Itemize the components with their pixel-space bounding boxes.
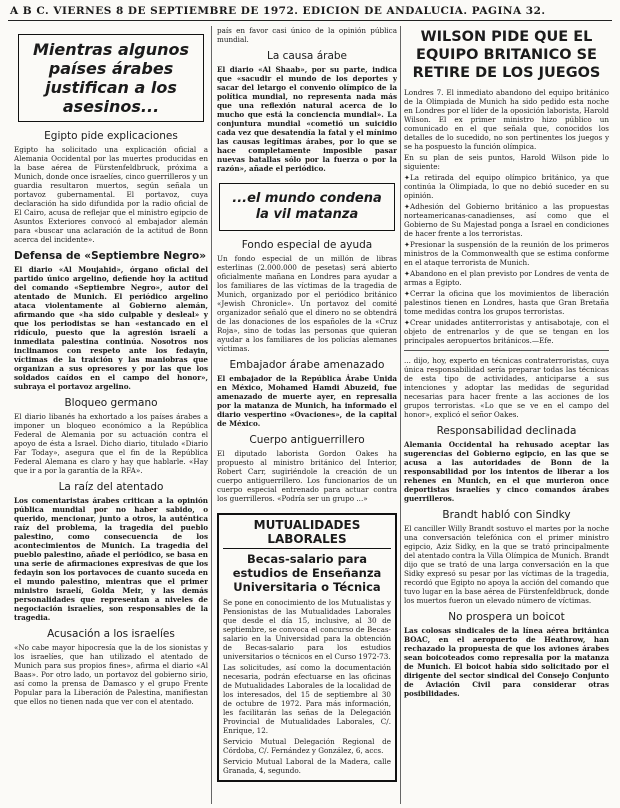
article-paragraph: Londres 7. El inmediato abandono del equipo británico de la Olimpiada de Munich ha sido pedido esta noche en Londres por el líder de la oposición laborista, Harold Wilson. El ex primer ministro hizo público un comunicado en el que señala que, conocidos los detalles de lo sucedido, no son pertinentes los juegos y se ha pospuesto la función olímpica. <box>404 88 609 151</box>
article-paragraph: Egipto ha solicitado una explicación oficial a Alemania Occidental por las muertes producidas en la base aérea de Fürstenfeldbruck, próxima a Munich, donde once israelíes, cinco guerrilleros y un guardia resultaron muertos, según señala un portavoz gubernamental. El portavoz, cuya declaración ha sido difundida por la radio oficial de El Cairo, acusa de reflejar que el ministro egipcio de Asuntos Exteriores convocó al embajador alemán para «buscar una aclaración de la actitud de Bonn acerca del incidente». <box>14 145 208 244</box>
article-paragraph: El diario «Al Shaab», por su parte, indica que «sacudir el mundo de los deportes y sacar del letargo el convenio olímpico de la política mundial, no representa nada más que una reflexión natural acerca de lo mucho que está la conciencia mundial». La conjuntura mundial «cometió un suicidio cada vez que desatendía la fatal y el mínimo las causas legítimas árabes, por lo que se hace completamente imposible pasar nuevas batallas sólo por la fuerza o por la razón», añade el periódico. <box>217 65 397 173</box>
subhead: Egipto pide explicaciones <box>44 130 178 142</box>
notice-subtitle: Becas-salario para estudios de Enseñanza Universitaria o Técnica <box>232 552 382 594</box>
mutualidades-notice <box>217 513 397 782</box>
list-item: ✦ Adhesión del Gobierno británico a las propuestas norteamericanas-canadienses, así como que el Gobierno de Su Majestad ponga a Israel en condiciones de hacer frente a los terroristas. <box>404 202 609 238</box>
page-header: A B C. VIERNES 8 DE SEPTIEMBRE DE 1972. EDICION DE ANDALUCIA. PAGINA 32. <box>10 5 546 17</box>
article-paragraph: Las colosas sindicales de la línea aérea británica BOAC, en el aeropuerto de Heathrow, han rechazado la propuesta de que los aviones árabes sean boicoteados como represalia por la matanza de Munich. El boicot había sido solicitado por el dirigente del sector sindical del Consejo Conjunto de Aviación Civil para considerar otras posibilidades. <box>404 626 609 698</box>
article-paragraph: Los comentaristas árabes critican a la opinión pública mundial por no haber sabido, o querido, mencionar, junto a otros, la auténtica raíz del problema, la tragedia del pueblo palestino, como consecuencia de los acontecimientos de Munich. La tragedia del pueblo palestino, añade el periódico, se basa en una serie de afirmaciones expresivas de que los fedayin son los portavoces de cuanto suceda en el mundo palestino, mientras que el primer ministro israelí, Golda Meir, y las demás personalidades que representan a niveles de negociación israelíes, son responsables de la tragedia. <box>14 496 208 622</box>
notice-paragraph: Servicio Mutual Laboral de la Madera, calle Granada, 4, segundo. <box>223 757 391 775</box>
header-rule <box>8 20 612 21</box>
subhead: Brandt habló con Sindky <box>442 509 571 521</box>
subhead: No prospera un boicot <box>448 611 565 623</box>
article-paragraph: Alemania Occidental ha rehusado aceptar las sugerencias del Gobierno egipcio, en las que se acusa a las autoridades de Bonn de la responsabilidad por los intentos de liberar a los rehenes en Munich, en el que murieron once deportistas israelíes y cinco comandos árabes guerrilleros. <box>404 440 609 503</box>
notice-paragraph: Las solicitudes, así como la documentación necesaria, podrán efectuarse en las oficinas de Mutualidades Laborales de la localidad de los interesados, del 15 de septiembre al 30 de octubre de 1972. Para más información, les facilitarán las señas de la Delegación Provincial de Mutualidades Laborales, C/. Enrique, 12. <box>223 663 391 735</box>
article-paragraph: Un fondo especial de un millón de libras esterlinas (2.000.000 de pesetas) será abierto oficialmente mañana en Londres para ayudar a los familiares de las víctimas de la tragedia de Munich, organizado por el periódico británico «Jewish Chronicle». Un portavoz del comité organizador señaló que el dinero no se obtendrá de las donaciones de los españoles de la «Cruz Roja», sino de todas las personas que quieran ayudar a los familiares de los policías alemanes víctimas. <box>217 254 397 353</box>
boxed-headline: ...el mundo condena la vil matanza <box>219 183 395 231</box>
list-item: ✦ Crear unidades antiterroristas y antisabotaje, con el objeto de entrenarlos y de que se tengan en los principales aeropuertos británicos.—Efe. <box>404 318 609 345</box>
subhead: Embajador árabe amenazado <box>229 359 385 371</box>
list-item: ✦ Presionar la suspensión de la reunión de los primeros ministros de la Commonwealth que se estima conforme en el ataque terrorista de Munich. <box>404 240 609 267</box>
subhead: Cuerpo antiguerrillero <box>249 434 365 446</box>
subhead: Responsabilidad declinada <box>436 425 577 437</box>
list-item: ✦ La retirada del equipo olímpico británico, ya que continúa la Olimpiada, lo que no debió suceder en su opinión. <box>404 173 609 200</box>
column-divider <box>400 26 401 804</box>
column-3 <box>404 26 609 804</box>
column-1 <box>14 26 208 804</box>
list-item: ✦ Abandono en el plan previsto por Londres de venta de armas a Egipto. <box>404 269 609 287</box>
subhead: La causa árabe <box>266 50 348 62</box>
article-paragraph: En su plan de seis puntos, Harold Wilson pide lo siguiente: <box>404 153 609 171</box>
article-paragraph: El diario libanés ha exhortado a los países árabes a imponer un bloqueo económico a la República Federal de Alemania por su actuación contra el apoyo de ésta a Israel. Dicho diario, titulado «Diario Far Today», asegura que el fin de la República Federal Alemana es claro y hay que hablarle. «Hay que ir a por la garantía de la RFA». <box>14 412 208 475</box>
article-paragraph: país en favor casi único de la opinión pública mundial. <box>217 26 397 44</box>
subhead: Defensa de «Septiembre Negro» <box>14 250 207 262</box>
list-item: ✦ Cerrar la oficina que los movimientos de liberación palestinos tienen en Londres, hasta que Gran Bretaña tome medidas contra los grupos terroristas. <box>404 289 609 316</box>
subhead: La raíz del atentado <box>58 481 164 493</box>
subhead: Acusación a los israelíes <box>47 628 175 640</box>
section-rule <box>404 350 609 351</box>
article-paragraph: El diputado laborista Gordon Oakes ha propuesto al ministro británico del Interior, Robert Carr, sugiriéndole la creación de un cuerpo antiguerrillero. Los funcionarios de un cuerpo especial entrenado para actuar contra los guerrilleros. «Podría ser un grupo ...» <box>217 449 397 503</box>
article-paragraph: El embajador de la República Árabe Unida en México, Mohamed Hamdi Abuzeid, fue amenazado de muerte ayer, en represalia por la matanza de Munich, ha informado el diario vespertino «Ovaciones», de la capital de México. <box>217 374 397 428</box>
notice-paragraph: Se pone en conocimiento de los Mutualistas y Pensionistas de las Mutualidades Laborales que desde el día 15, inclusive, al 30 de septiembre, se convoca el concurso de Becas-salario en la Universidad para la obtención de Becas-salario para los estudios universitarios o técnicos en el Curso 1972-73. <box>223 598 391 661</box>
notice-title: MUTUALIDADES LABORALES <box>223 518 391 549</box>
subhead: Bloqueo germano <box>64 397 158 409</box>
boxed-headline: Mientras algunos países árabes justifican a los asesinos... <box>18 34 204 122</box>
notice-paragraph: Servicio Mutual Delegación Regional de Córdoba, C/. Fernández y González, 6, accs. <box>223 737 391 755</box>
article-paragraph: El canciller Willy Brandt sostuvo el martes por la noche una conversación telefónica con el primer ministro egipcio, Aziz Sidky, en la que se trató principalmente del atentado contra la Villa Olímpica de Munich. Brandt dijo que se trató de una larga conversación en la que Sidky expresó su pesar por las víctimas de la tragedia, recordó que Egipto no apoya la acción del comando que tuvo lugar en la base aérea de Fürstenfeldbruck, donde los muertos fueron un elevado número de víctimas. <box>404 524 609 605</box>
column-divider <box>211 26 212 804</box>
subhead: Fondo especial de ayuda <box>241 239 373 251</box>
main-headline: WILSON PIDE QUE EL EQUIPO BRITANICO SE RETIRE DE LOS JUEGOS <box>412 29 601 81</box>
article-paragraph: El diario «Al Moujahid», órgano oficial del partido único argelino, defiende hoy la actitud del comando «Septiembre Negro», autor del atentado de Munich. El periódico argelino ataca violentamente al Gobierno alemán, afirmando que «ha sido culpable y desleal» y que los periodistas se han «estancado en el ridículo, puesto que la agresión israelí a inmediata palestina continúa. Nosotros nos inclinamos con respeto ante los fedayin, víctimas de la traición y las maniobras que organizan a sus opresores y por las que los soldados caídos en el campo del honor», subraya el portavoz argelino. <box>14 265 208 391</box>
article-paragraph: «No cabe mayor hipocresía que la de los sionistas y los israelíes, que han utilizado el atentado de Munich para sus propios fines», afirma el diario «Al Baas». Por otro lado, un portavoz del gobierno sirio, así como la prensa de Damasco y el grupo Frente Popular para la Liberación de Palestina, manifiestan que ellos no tienen nada que ver con el atentado. <box>14 643 208 706</box>
column-2 <box>217 26 397 804</box>
article-paragraph: ... dijo, hoy, experto en técnicas contraterroristas, cuya única responsabilidad sería preparar todas las técnicas de esta tipo de actividades, anticiparse a sus intenciones y adoptar las medidas de seguridad necesarias para hacer frente a las acciones de los grupos terroristas. «Lo que se ve en el campo del honor», explicó el señor Oakes. <box>404 356 609 419</box>
